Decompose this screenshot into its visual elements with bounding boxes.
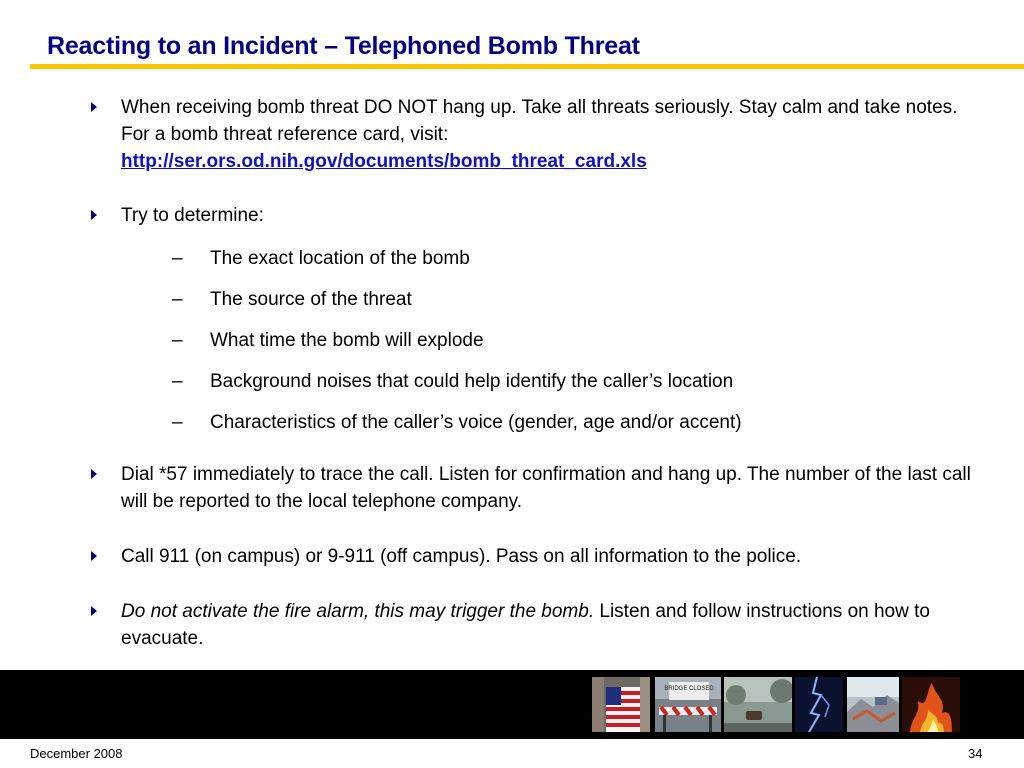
sub-item-text: The source of the threat bbox=[210, 289, 412, 310]
bullet-text: Listen and follow instructions on how to evacuate. bbox=[121, 601, 930, 649]
bridge-closed-sign-text: BRIDGE CLOSED bbox=[664, 686, 714, 692]
bullet-text: Try to determine: bbox=[121, 205, 264, 226]
page-number: 34 bbox=[968, 746, 983, 761]
sub-item bbox=[172, 370, 734, 394]
lightning-photo bbox=[795, 677, 843, 732]
sub-item-text: The exact location of the bomb bbox=[210, 248, 470, 269]
dash-bullet: – bbox=[172, 412, 183, 433]
bullet-item bbox=[121, 461, 971, 515]
dash-bullet: – bbox=[172, 371, 183, 392]
foggy-road-photo bbox=[724, 677, 792, 732]
fire-photo bbox=[902, 677, 960, 732]
bullet-arrow-icon bbox=[91, 551, 97, 561]
dash-bullet: – bbox=[172, 330, 183, 351]
bullet-arrow-icon bbox=[91, 102, 97, 112]
bullet-arrow-icon bbox=[91, 469, 97, 479]
sub-item bbox=[172, 247, 470, 271]
bullet-item bbox=[121, 94, 971, 175]
footer-image-band bbox=[0, 670, 1024, 739]
bullet-item bbox=[121, 543, 971, 570]
sub-item bbox=[172, 288, 412, 312]
bullet-text: When receiving bomb threat DO NOT hang up. Take all threats seriously. Stay calm and take notes. For a bomb threat reference card, visit: bbox=[121, 97, 958, 145]
slide-title: Reacting to an Incident – Telephoned Bomb Threat bbox=[47, 32, 640, 60]
sub-item-text: Background noises that could help identify the caller’s location bbox=[210, 371, 734, 392]
bullet-text: Call 911 (on campus) or 9-911 (off campus). Pass on all information to the police. bbox=[121, 546, 802, 567]
sub-item-text: What time the bomb will explode bbox=[210, 330, 484, 351]
title-underline bbox=[30, 64, 1024, 69]
sub-item-text: Characteristics of the caller’s voice (gender, age and/or accent) bbox=[210, 412, 742, 433]
dash-bullet: – bbox=[172, 289, 183, 310]
bullet-item bbox=[121, 202, 971, 229]
bullet-arrow-icon bbox=[91, 210, 97, 220]
sub-item bbox=[172, 411, 742, 435]
dash-bullet: – bbox=[172, 248, 183, 269]
bullet-text: Dial *57 immediately to trace the call. Listen for confirmation and hang up. The number of the last call will be reported to the local telephone company. bbox=[121, 464, 971, 512]
debris-photo bbox=[847, 677, 899, 732]
footer-date: December 2008 bbox=[30, 746, 123, 761]
flag-photo bbox=[592, 677, 650, 732]
bomb-threat-card-link[interactable]: http://ser.ors.od.nih.gov/documents/bomb_threat_card.xls bbox=[121, 151, 647, 172]
sub-item bbox=[172, 329, 484, 353]
bullet-item bbox=[121, 598, 971, 652]
bullet-italic-warning: Do not activate the fire alarm, this may trigger the bomb. bbox=[121, 601, 595, 622]
bridge-closed-photo bbox=[655, 677, 721, 732]
bullet-arrow-icon bbox=[91, 606, 97, 616]
